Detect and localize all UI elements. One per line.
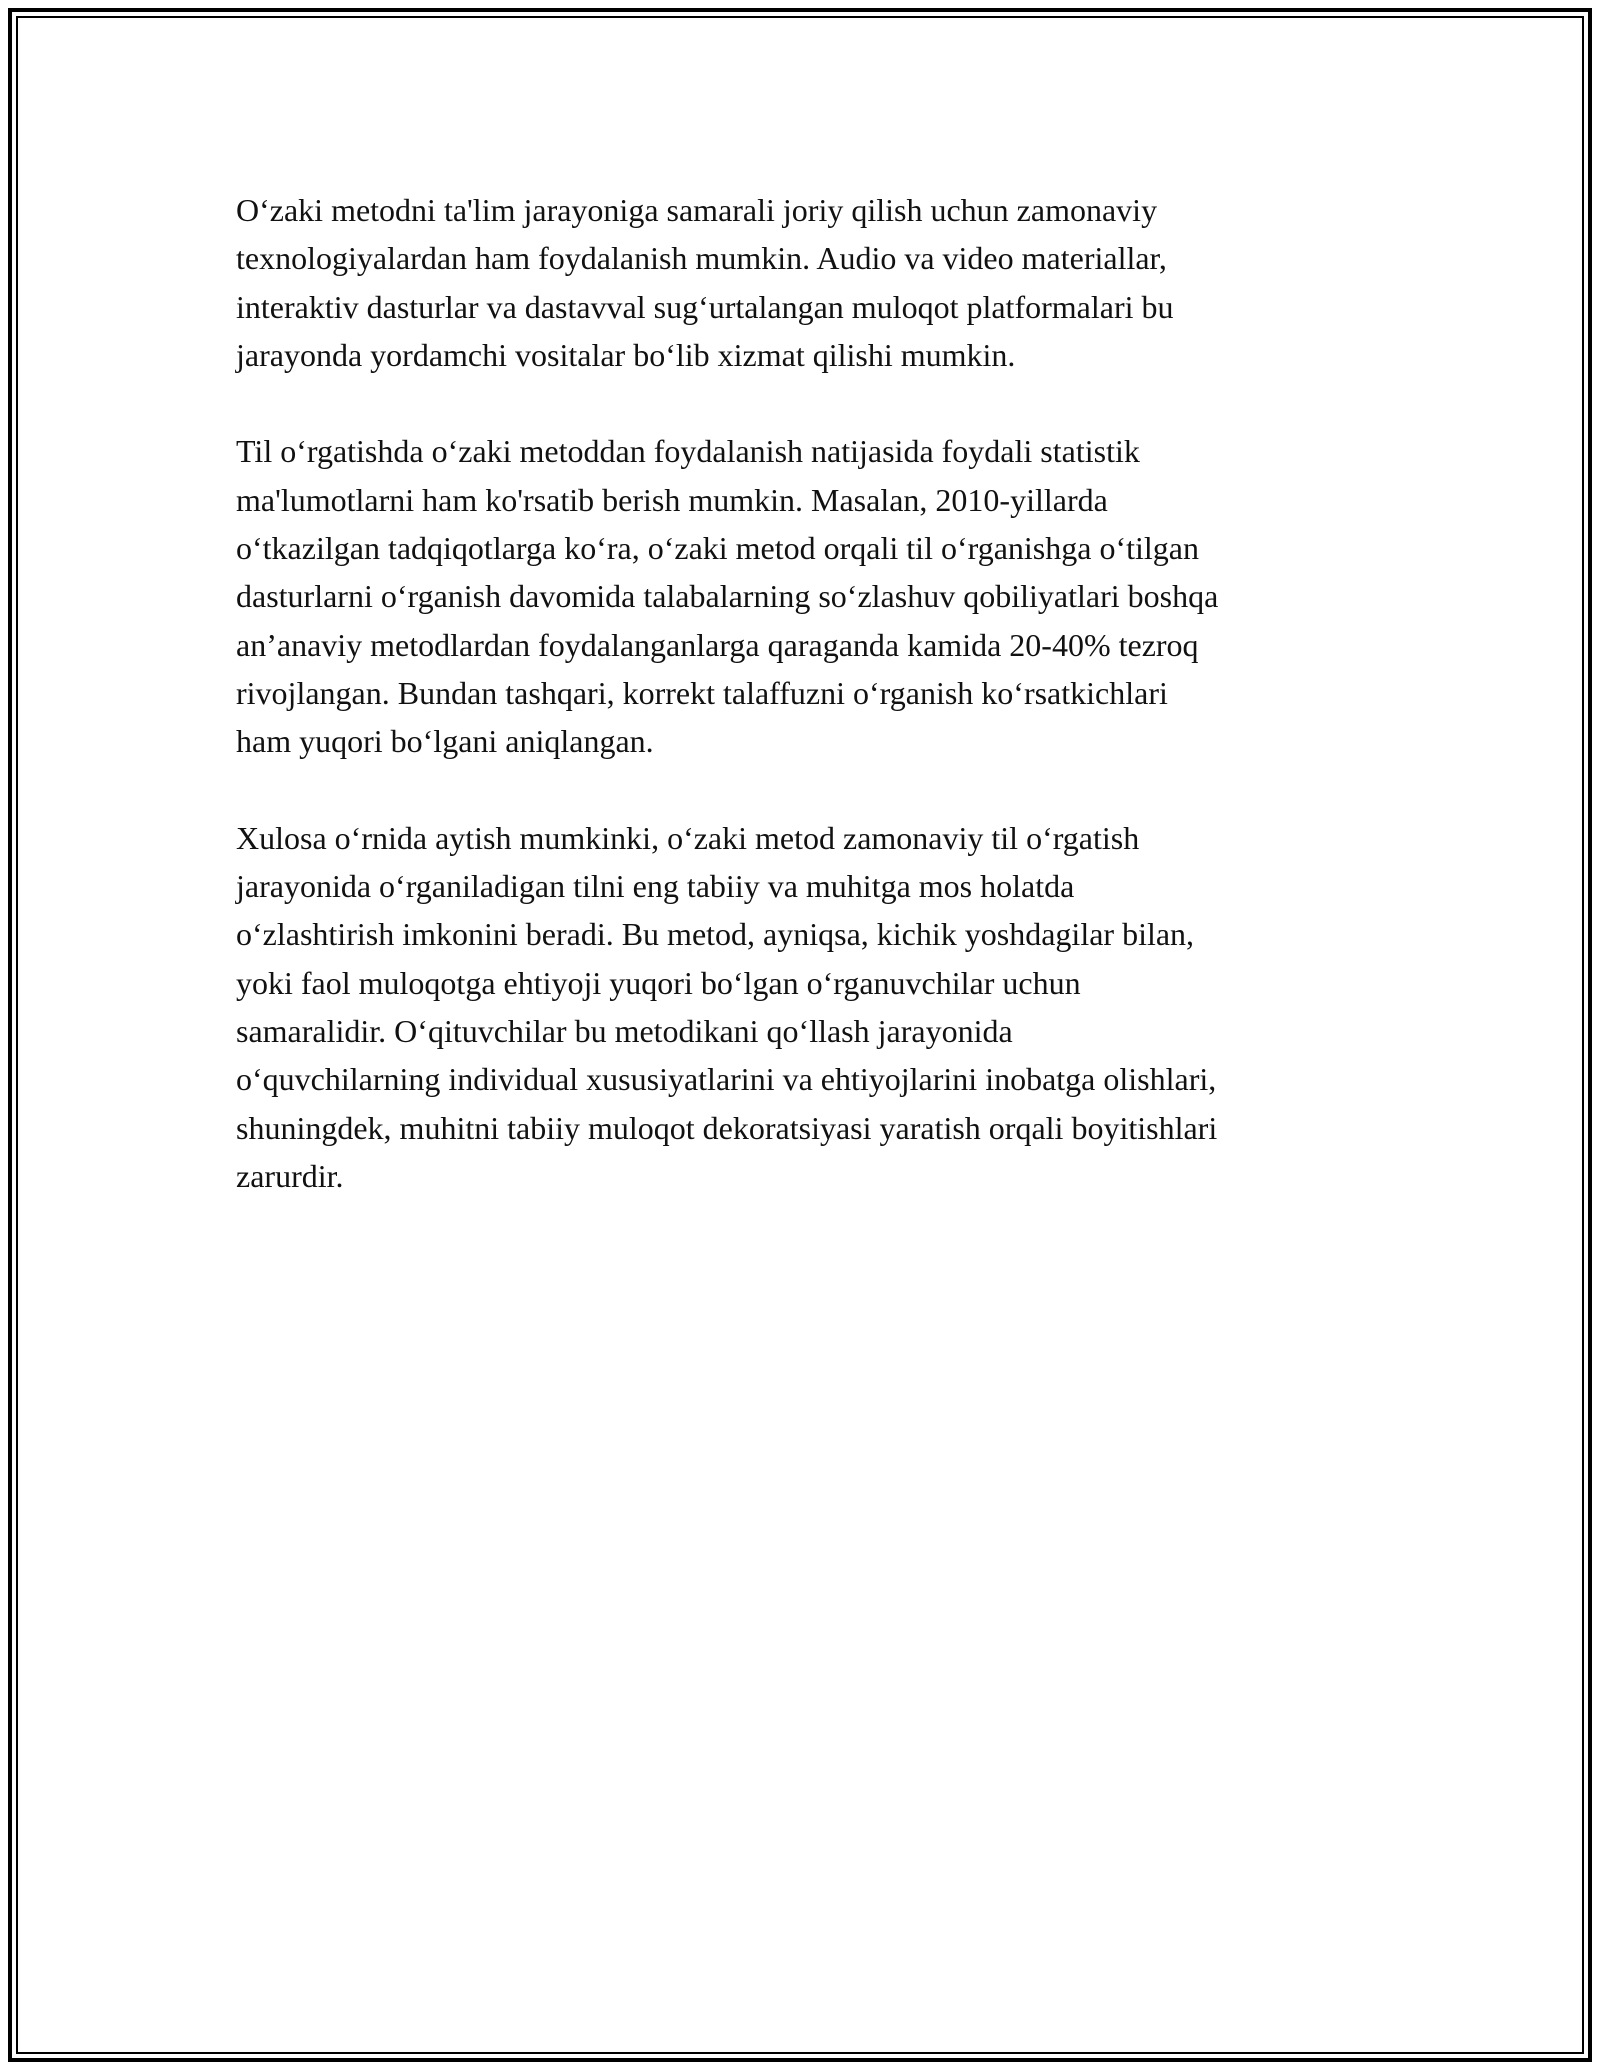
text-line: O‘zaki metodni ta'lim jarayoniga samarali joriy qilish uchun zamonaviy	[236, 192, 1158, 228]
text-line: o‘tkazilgan tadqiqotlarga ko‘ra, o‘zaki metod orqali til o‘rganishga o‘tilgan	[236, 530, 1199, 567]
text-line: an’anaviy metodlardan foydalanganlarga qaraganda kamida 20-40% tezroq	[236, 626, 1199, 663]
text-line: Xulosa o‘rnida aytish mumkinki, o‘zaki metod zamonaviy til o‘rgatish	[236, 819, 1140, 856]
text-line: rivojlangan. Bundan tashqari, korrekt talaffuzni o‘rganish ko‘rsatkichlari	[236, 674, 1168, 711]
text-line: texnologiyalardan ham foydalanish mumkin. Audio va video materiallar,	[236, 240, 1167, 277]
text-line: zarurdir.	[236, 1157, 344, 1194]
text-line: dasturlarni o‘rganish davomida talabalarning so‘zlashuv qobiliyatlari boshqa	[236, 578, 1219, 615]
text-line: Til o‘rgatishda o‘zaki metoddan foydalanish natijasida foydali statistik	[236, 433, 1140, 470]
paragraph-2	[236, 427, 1366, 765]
text-line: interaktiv dasturlar va dastavval sug‘urtalangan muloqot platformalari bu	[236, 288, 1174, 325]
paragraph-3	[236, 814, 1366, 1200]
text-line: yoki faol muloqotga ehtiyoji yuqori bo‘lgan o‘rganuvchilar uchun	[236, 964, 1081, 1001]
text-line: ma'lumotlarni ham ko'rsatib berish mumkin. Masalan, 2010-yillarda	[236, 481, 1108, 518]
paragraph-1	[236, 186, 1366, 379]
text-line: jarayonida o‘rganiladigan tilni eng tabiiy va muhitga mos holatda	[236, 868, 1075, 905]
text-line: o‘zlashtirish imkonini beradi. Bu metod, ayniqsa, kichik yoshdagilar bilan,	[236, 916, 1195, 953]
text-line: samaralidir. O‘qituvchilar bu metodikani qo‘llash jarayonida	[236, 1013, 1013, 1050]
text-line: shuningdek, muhitni tabiiy muloqot dekoratsiyasi yaratish orqali boyitishlari	[236, 1109, 1218, 1146]
document-body	[236, 186, 1366, 1249]
text-line: jarayonda yordamchi vositalar bo‘lib xizmat qilishi mumkin.	[236, 336, 1016, 373]
text-line: ham yuqori bo‘lgani aniqlangan.	[236, 723, 654, 760]
text-line: o‘quvchilarning individual xususiyatlarini va ehtiyojlarini inobatga olishlari,	[236, 1061, 1217, 1098]
